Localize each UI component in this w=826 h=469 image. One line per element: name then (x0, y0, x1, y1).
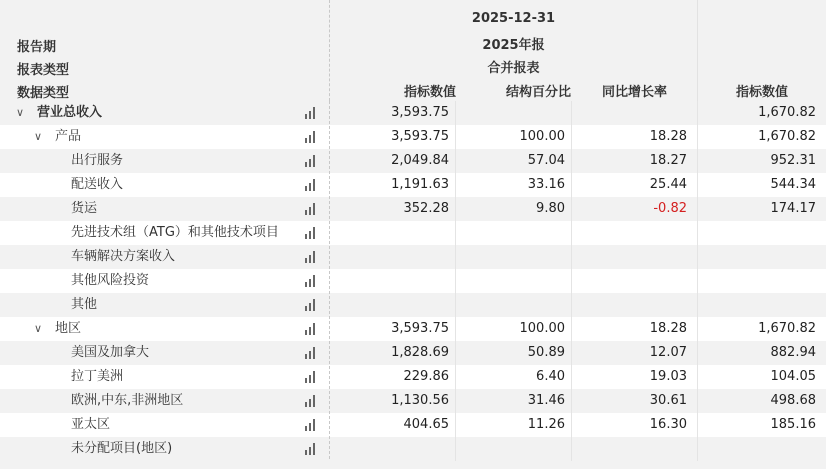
value-cell: 404.65 (403, 417, 449, 432)
bar-chart-icon[interactable] (305, 275, 317, 287)
data-type-label: 数据类型 (17, 86, 70, 101)
next-row-partial (0, 461, 826, 469)
value-cell (572, 437, 687, 461)
period-date: 2025-12-31 (471, 11, 556, 26)
value-cell (572, 245, 687, 269)
table-row[interactable] (0, 245, 826, 269)
table-row[interactable] (0, 149, 826, 173)
value-cell: 1,670.82 (758, 129, 816, 144)
value-cell: 16.30 (649, 417, 687, 432)
bar-chart-icon[interactable] (305, 323, 317, 335)
value-cell: 57.04 (527, 153, 565, 168)
value-cell: 100.00 (519, 129, 565, 144)
value-cell: -0.82 (653, 201, 687, 216)
table-header (0, 0, 826, 101)
value-cell: 3,593.75 (391, 321, 449, 336)
value-cell: 100.00 (519, 321, 565, 336)
value-cell (330, 221, 449, 245)
value-cell: 19.03 (649, 369, 687, 384)
table-row[interactable] (0, 293, 826, 317)
bar-chart-icon[interactable] (305, 203, 317, 215)
value-cell (572, 221, 687, 245)
value-cell (456, 437, 565, 461)
value-cell (330, 293, 449, 317)
value-cell: 9.80 (536, 201, 565, 216)
value-cell (456, 101, 565, 125)
row-label: 拉丁美洲 (71, 369, 124, 384)
table-row[interactable] (0, 437, 826, 461)
value-cell: 1,670.82 (758, 321, 816, 336)
value-cell: 12.07 (649, 345, 687, 360)
value-cell (698, 221, 816, 245)
value-cell (456, 245, 565, 269)
row-label: 亚太区 (71, 417, 111, 432)
value-cell: 229.86 (403, 369, 449, 384)
value-cell (572, 101, 687, 125)
value-cell: 882.94 (770, 345, 816, 360)
row-label: 货运 (71, 201, 98, 216)
bar-chart-icon[interactable] (305, 179, 317, 191)
row-label: 配送收入 (71, 177, 124, 192)
table-row[interactable] (0, 317, 826, 341)
value-cell: 11.26 (527, 417, 565, 432)
col-header-value[interactable]: 指标数值 (403, 85, 456, 100)
row-label: 美国及加拿大 (71, 345, 150, 360)
value-cell (330, 269, 449, 293)
value-cell: 1,670.82 (758, 105, 816, 120)
value-cell: 2,049.84 (391, 153, 449, 168)
value-cell: 31.46 (527, 393, 565, 408)
bar-chart-icon[interactable] (305, 227, 317, 239)
value-cell: 3,593.75 (391, 105, 449, 120)
value-cell (330, 245, 449, 269)
row-labels-header (0, 0, 329, 101)
table-row[interactable] (0, 125, 826, 149)
bar-chart-icon[interactable] (305, 251, 317, 263)
col-header-value-prior[interactable]: 指标数值 (735, 85, 788, 100)
value-cell: 185.16 (770, 417, 816, 432)
value-cell (698, 437, 816, 461)
value-cell: 25.44 (649, 177, 687, 192)
row-label: 其他风险投资 (71, 273, 150, 288)
value-cell: 1,130.56 (391, 393, 449, 408)
row-label: 产品 (55, 129, 82, 144)
row-label: 地区 (55, 321, 82, 336)
value-cell: 30.61 (649, 393, 687, 408)
frozen-divider (329, 101, 330, 469)
value-cell: 498.68 (770, 393, 816, 408)
bar-chart-icon[interactable] (305, 443, 317, 455)
table-row[interactable] (0, 221, 826, 245)
chevron-down-icon[interactable]: ∨ (34, 322, 43, 335)
chevron-down-icon[interactable]: ∨ (16, 106, 25, 119)
consolidation-type: 合并报表 (487, 61, 540, 76)
value-cell: 1,828.69 (391, 345, 449, 360)
period-label: 报告期 (17, 40, 57, 55)
value-cell (456, 293, 565, 317)
value-cell: 1,191.63 (391, 177, 449, 192)
table-row[interactable] (0, 365, 826, 389)
value-cell: 174.17 (770, 201, 816, 216)
value-cell (572, 269, 687, 293)
table-row[interactable] (0, 101, 826, 125)
bar-chart-icon[interactable] (305, 155, 317, 167)
value-cell: 18.28 (649, 321, 687, 336)
row-label: 欧洲,中东,非洲地区 (71, 393, 184, 408)
value-cell (456, 221, 565, 245)
col-header-yoy-growth[interactable]: 同比增长率 (601, 85, 667, 100)
row-label: 车辆解决方案收入 (71, 249, 176, 264)
bar-chart-icon[interactable] (305, 395, 317, 407)
value-cell (698, 269, 816, 293)
col-header-structure-pct[interactable]: 结构百分比 (505, 85, 571, 100)
table-row[interactable] (0, 173, 826, 197)
value-cell: 544.34 (770, 177, 816, 192)
row-label: 先进技术组（ATG）和其他技术项目 (71, 225, 279, 240)
grid-line (571, 101, 572, 469)
grid-line (455, 101, 456, 469)
grid-line (697, 101, 698, 469)
report-type-label: 报表类型 (17, 63, 70, 78)
value-cell (572, 293, 687, 317)
row-label: 出行服务 (71, 153, 124, 168)
value-cell: 6.40 (536, 369, 565, 384)
value-cell: 104.05 (770, 369, 816, 384)
bar-chart-icon[interactable] (305, 419, 317, 431)
table-row[interactable] (0, 341, 826, 365)
value-cell (330, 437, 449, 461)
table-row[interactable] (0, 197, 826, 221)
value-cell (456, 269, 565, 293)
value-cell: 50.89 (527, 345, 565, 360)
row-label: 营业总收入 (37, 105, 103, 120)
bar-chart-icon[interactable] (305, 371, 317, 383)
report-name: 2025年报 (482, 38, 545, 53)
bar-chart-icon[interactable] (305, 107, 317, 119)
value-cell: 18.28 (649, 129, 687, 144)
table-row[interactable] (0, 269, 826, 293)
value-cell (698, 293, 816, 317)
value-cell (698, 245, 816, 269)
value-cell: 18.27 (649, 153, 687, 168)
value-cell: 3,593.75 (391, 129, 449, 144)
row-label: 未分配项目(地区) (71, 441, 173, 456)
value-cell: 33.16 (527, 177, 565, 192)
value-cell: 952.31 (770, 153, 816, 168)
value-cell: 352.28 (403, 201, 449, 216)
table-row[interactable] (0, 413, 826, 437)
table-row[interactable] (0, 389, 826, 413)
bar-chart-icon[interactable] (305, 131, 317, 143)
chevron-down-icon[interactable]: ∨ (34, 130, 43, 143)
bar-chart-icon[interactable] (305, 347, 317, 359)
row-label: 其他 (71, 297, 98, 312)
bar-chart-icon[interactable] (305, 299, 317, 311)
